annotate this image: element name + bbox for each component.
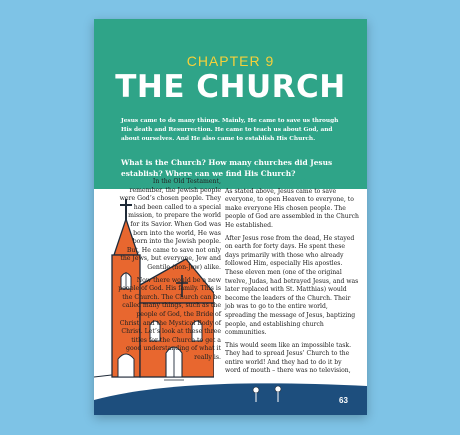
chapter-header: [94, 19, 367, 189]
right-paragraph-2: After Jesus rose from the dead, He stayed on earth for forty days. He spent these days primarily with those who already followed Him, especially His apostles. These eleven men (one of the original twelve, Judas, had betrayed Jesus, and was later replaced with St. Matthias) would become the leaders of the Church. Their job was to go to the entire world, spreading the message of Jesus, baptizing people, and establishing church communities.: [225, 234, 359, 337]
left-paragraph-1: In the Old Testament, remember, the Jewish people were God’s chosen people. They had been called to a special mission, to prepare the world for its Savior. When God was born into the world, He was born into the Jewish people. But, He came to save not only the Jews, but everyone, Jew and Gentile (non-Jew) alike.: [119, 178, 221, 271]
chapter-label: CHAPTER 9: [186, 53, 275, 69]
bottom-wave-decoration: [94, 378, 367, 415]
question-text: What is the Church? How many churches did Jesus establish? Where can we find His Church?: [121, 158, 333, 178]
section-heading: THE PEOPLE OF GOD: [225, 178, 307, 185]
right-column: [225, 178, 359, 380]
intro-text: Jesus came to do many things. Mainly, He came to save us through His death and Resurrection. He came to teach us about God, and about ourselves. And He also came to establish His Church.: [121, 118, 339, 142]
page-number: 63: [339, 396, 348, 405]
left-paragraph-2: Now there would be a new people of God. His family. This is the Church. The Church can be called many things, such as the people of God, the Bride of Christ, and the Mystical Body of Christ. Let’s look at these three titles for the Church to get a good understanding of what it really is.: [118, 276, 221, 361]
left-column: [118, 178, 221, 366]
chapter-title: THE CHURCH: [115, 69, 346, 105]
right-paragraph-1: As stated above, Jesus came to save everyone, to open Heaven to everyone, to make everyone His chosen people. The people of God are assembled in the Church He established.: [225, 187, 359, 229]
right-paragraph-3: This would seem like an impossible task. They had to spread Jesus’ Church to the entire world! And they had to do it by word of mouth – there was no television,: [225, 341, 352, 375]
